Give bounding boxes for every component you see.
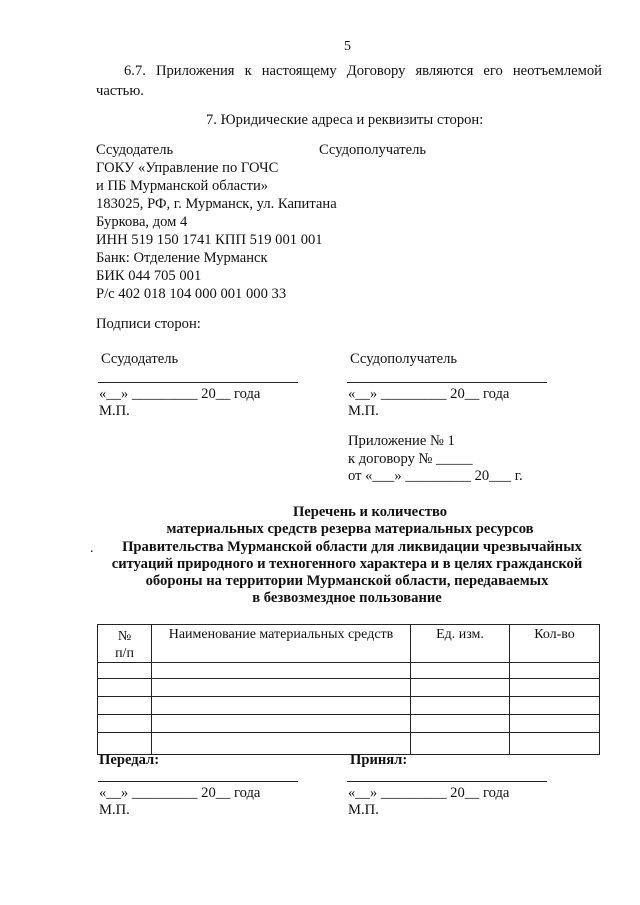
handover-right-stamp: М.П. [348, 802, 379, 818]
header-qty: Кол-во [510, 625, 600, 663]
appendix-line1: Приложение № 1 [348, 433, 455, 449]
table-row [98, 715, 600, 733]
signature-right-stamp: М.П. [348, 403, 379, 419]
signature-right-line [347, 382, 547, 383]
lender-line: Банк: Отделение Мурманск [96, 250, 268, 266]
header-unit: Ед. изм. [411, 625, 510, 663]
header-name: Наименование материальных средств [152, 625, 411, 663]
signature-left-date: «__» _________ 20__ года [99, 386, 261, 402]
handover-left-stamp: М.П. [99, 802, 130, 818]
handover-left-label: Передал: [99, 752, 160, 768]
lender-role: Ссудодатель [96, 142, 174, 158]
lender-line: Буркова, дом 4 [96, 214, 188, 230]
signature-left-stamp: М.П. [99, 403, 130, 419]
lender-line: Р/с 402 018 104 000 001 000 33 [96, 286, 287, 302]
clause-6-7-line2: частью. [96, 83, 144, 99]
handover-right-date: «__» _________ 20__ года [348, 785, 510, 801]
lender-line: БИК 044 705 001 [96, 268, 202, 284]
signature-left-role: Ссудодатель [101, 351, 179, 367]
handover-left-date: «__» _________ 20__ года [99, 785, 261, 801]
list-title-line: Правительства Мурманской области для ликвидации чрезвычайных [122, 539, 582, 555]
header-number-abbr: п/п [115, 646, 134, 661]
header-number [98, 625, 152, 663]
table-row [98, 663, 600, 679]
signatures-heading: Подписи сторон: [96, 316, 201, 332]
materials-table [97, 624, 600, 755]
margin-dot: . [90, 541, 94, 556]
lender-line: ИНН 519 150 1741 КПП 519 001 001 [96, 232, 323, 248]
list-title-line: материальных средств резерва материальных ресурсов [166, 521, 534, 537]
borrower-role: Ссудополучатель [319, 142, 427, 158]
list-title-line: ситуаций природного и техногенного характера и в целях гражданской [111, 556, 583, 572]
appendix-line3: от «___» _________ 20___ г. [348, 468, 523, 484]
lender-line: и ПБ Мурманской области» [96, 178, 269, 194]
list-title-line: обороны на территории Мурманской области, передаваемых [145, 573, 549, 589]
appendix-line2: к договору № _____ [348, 451, 473, 467]
clause-6-7-line1: 6.7. Приложения к настоящему Договору являются его неотъемлемой [124, 63, 602, 79]
table-row [98, 733, 600, 755]
lender-line: ГОКУ «Управление по ГОЧС [96, 160, 279, 176]
lender-line: 183025, РФ, г. Мурманск, ул. Капитана [96, 196, 337, 212]
header-number-symbol: № [117, 629, 132, 644]
handover-right-label: Принял: [350, 752, 408, 768]
handover-left-line [98, 781, 298, 782]
signature-left-line [98, 382, 298, 383]
list-title-line: в безвозмездное пользование [252, 590, 442, 606]
signature-right-role: Ссудополучатель [350, 351, 458, 367]
handover-right-line [347, 781, 547, 782]
signature-right-date: «__» _________ 20__ года [348, 386, 510, 402]
table-row [98, 679, 600, 697]
list-title-line: Перечень и количество [292, 504, 448, 520]
table-row [98, 697, 600, 715]
page-number: 5 [344, 39, 351, 54]
table-header-row [98, 625, 600, 663]
section-7-heading: 7. Юридические адреса и реквизиты сторон: [206, 112, 484, 128]
